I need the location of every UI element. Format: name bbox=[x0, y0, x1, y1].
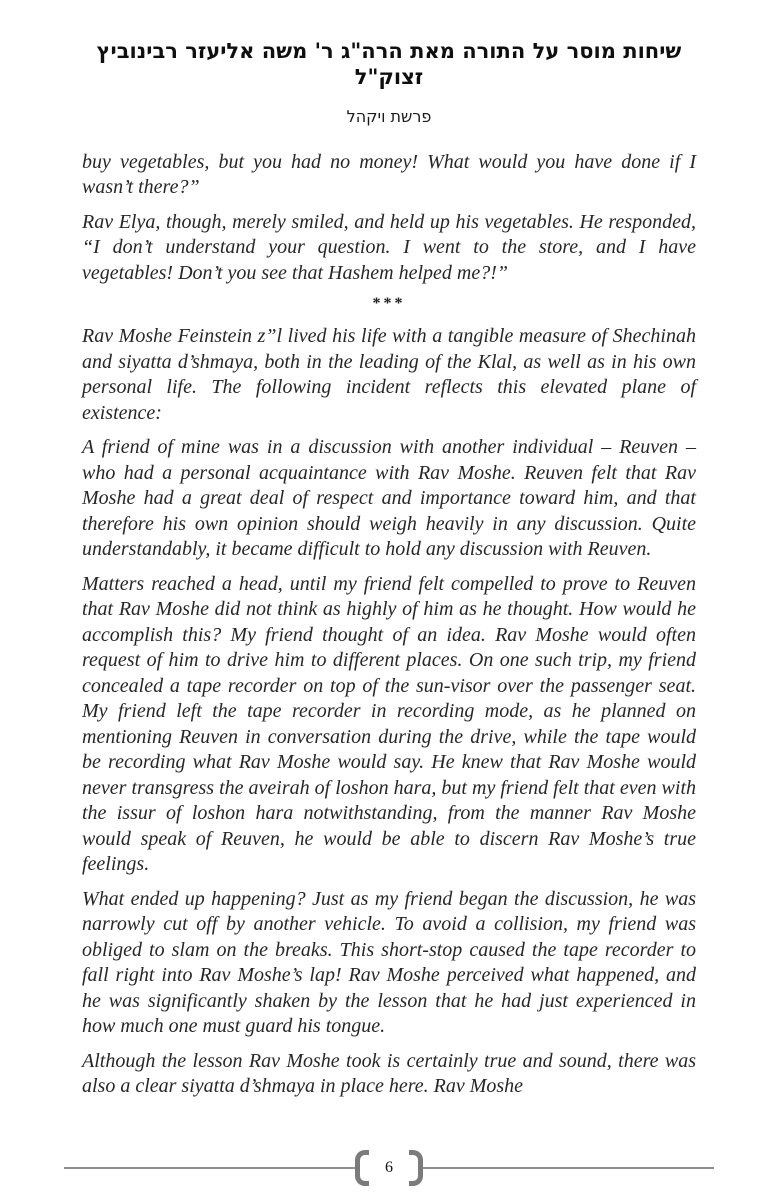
body-paragraph: What ended up happening? Just as my friend began the discussion, he was narrowly cut off by another vehicle. To avoid a collision, my friend was obliged to slam on the breaks. This short-stop caused the tape recorder to fall right into Rav Moshe’s lap! Rav Moshe perceived what happened, and he was significantly shaken by the lesson that he had just experienced in how much one must guard his tongue. bbox=[82, 887, 696, 1037]
footer-rule-left bbox=[64, 1167, 355, 1169]
page-footer bbox=[64, 1148, 714, 1188]
asterisk-section-separator: *** bbox=[372, 295, 406, 312]
body-paragraph: A friend of mine was in a discussion with another individual – Reuven – who had a personal acquaintance with Rav Moshe. Reuven felt that Rav Moshe had a great deal of respect and importance toward him, and that therefore his own opinion should weigh heavily in any discussion. Quite understandably, it became difficult to hold any discussion with Reuven. bbox=[82, 436, 696, 560]
body-paragraph: Although the lesson Rav Moshe took is certainly true and sound, there was also a clear siyatta d’shmaya in place here. Rav Moshe bbox=[82, 1049, 696, 1097]
parsha-subtitle-hebrew: פרשת ויקהל bbox=[346, 106, 432, 126]
body-paragraph: Rav Elya, though, merely smiled, and held up his vegetables. He responded, “I don’t understand your question. I went to the store, and I have vegetables! Don’t you see that Hashem helped me?!” bbox=[82, 210, 696, 284]
page-content bbox=[82, 38, 696, 1109]
page-number-bracket-right-icon bbox=[409, 1150, 423, 1186]
body-paragraph: Rav Moshe Feinstein z”l lived his life with a tangible measure of Shechinah and siyatta d’shmaya, both in the leading of the Klal, as well as in his own personal life. The following incident reflects this elevated plane of existence: bbox=[82, 325, 696, 424]
footer-rule-right bbox=[423, 1167, 714, 1169]
document-title-hebrew: שיחות מוסר על התורה מאת הרה"ג ר' משה אליעזר רבינוביץ זצוק"ל bbox=[96, 38, 682, 90]
page-header bbox=[82, 38, 696, 126]
body-paragraph: Matters reached a head, until my friend felt compelled to prove to Reuven that Rav Moshe did not think as highly of him as he thought. How would he accomplish this? My friend thought of an idea. Rav Moshe would often request of him to drive him to different places. On one such trip, my friend concealed a tape recorder on top of the sun-visor over the passenger seat. My friend left the tape recorder in recording mode, as he planned on mentioning Reuven in conversation during the drive, while the tape would be recording what Rav Moshe would say. He knew that Rav Moshe would never transgress the aveirah of loshon hara, but my friend felt that even with the issur of loshon hara notwithstanding, from the manner Rav Moshe would speak of Reuven, he would be able to discern Rav Moshe’s true feelings. bbox=[82, 572, 696, 875]
page-number-bracket-left-icon bbox=[355, 1150, 369, 1186]
document-body bbox=[82, 150, 696, 1100]
body-paragraph: buy vegetables, but you had no money! What would you have done if I wasn’t there?” bbox=[82, 150, 696, 198]
page-number: 6 bbox=[385, 1159, 393, 1176]
